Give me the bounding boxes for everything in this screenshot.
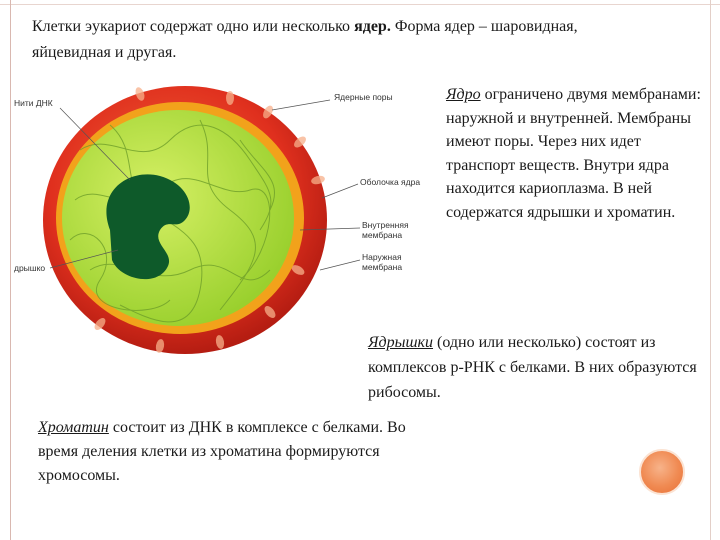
nucleus-diagram: [0, 80, 440, 360]
decorative-circle: [639, 449, 685, 495]
nucleus-body: ограничено двумя мембранами: наружной и внутренней. Мембраны имеют поры. Через них идет транспорт веществ. Внутри ядра находится кариоплазма. В ней содержатся ядрышки и хроматин.: [446, 86, 701, 221]
label-outer-membrane-2: мембрана: [362, 262, 403, 272]
label-envelope: Оболочка ядра: [360, 177, 421, 187]
label-outer-membrane-1: Наружная: [362, 252, 402, 262]
intro-bold-term: ядер.: [354, 18, 391, 35]
label-nucleolus: дрышко: [14, 263, 46, 273]
nucleus-term: Ядро: [446, 86, 481, 103]
nucleus-diagram-svg: [0, 80, 440, 360]
nucleolus-paragraph: [368, 330, 718, 405]
slide-frame-top: [0, 4, 720, 5]
chromatin-body: состоит из ДНК в комплексе с белками. Во время деления клетки из хроматина формируются хромосомы.: [38, 419, 406, 484]
intro-text-b: Форма ядер – шаровидная, яйцевидная и другая.: [32, 18, 578, 61]
label-inner-membrane-1: Внутренняя: [362, 220, 409, 230]
slide-frame-right: [710, 0, 711, 540]
label-inner-membrane-2: мембрана: [362, 230, 403, 240]
label-dna-threads: Нити ДНК: [14, 98, 53, 108]
label-nuclear-pores: Ядерные поры: [334, 92, 393, 102]
nucleolus-body: (одно или несколько) состоят из комплексов р-РНК с белками. В них образуются рибосомы.: [368, 334, 697, 401]
chromatin-term: Хроматин: [38, 419, 109, 436]
nucleolus-term: Ядрышки: [368, 334, 434, 351]
intro-paragraph: [32, 14, 632, 66]
intro-text-a: Клетки эукариот содержат одно или несколько: [32, 18, 355, 35]
nucleus-paragraph: [446, 83, 708, 224]
chromatin-paragraph: [38, 416, 408, 488]
